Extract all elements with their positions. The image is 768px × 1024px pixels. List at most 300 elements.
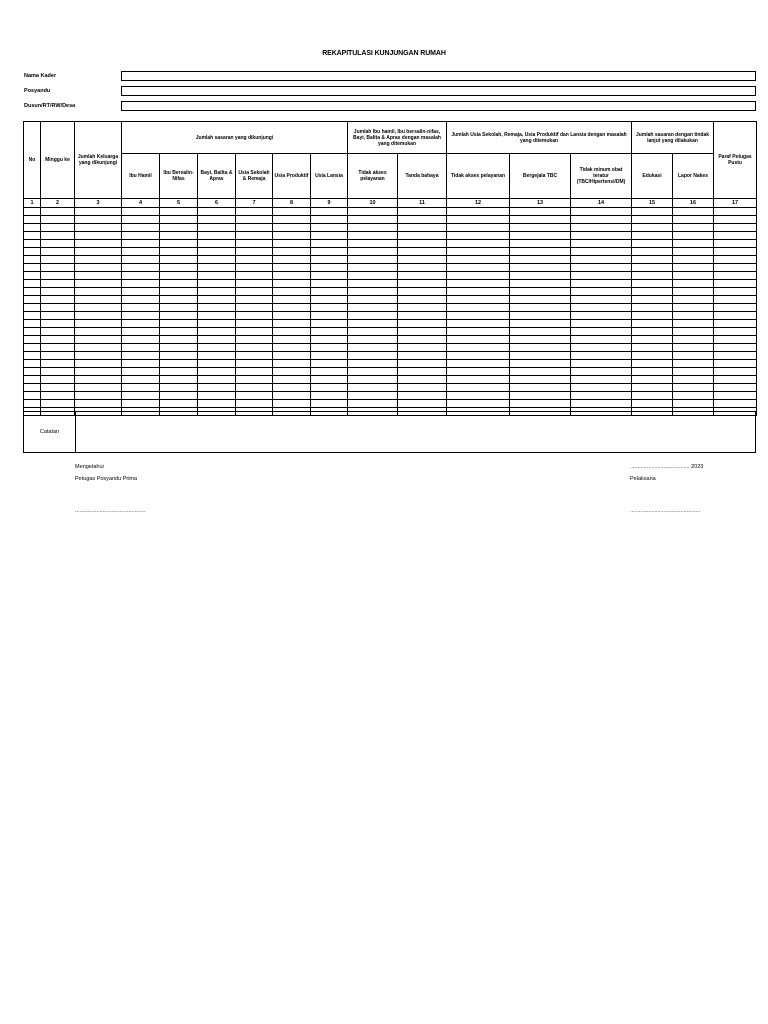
table-cell[interactable]	[24, 224, 41, 232]
table-cell[interactable]	[714, 312, 757, 320]
table-cell[interactable]	[273, 248, 311, 256]
table-cell[interactable]	[198, 352, 236, 360]
table-cell[interactable]	[447, 392, 510, 400]
table-cell[interactable]	[510, 304, 571, 312]
table-cell[interactable]	[447, 208, 510, 216]
table-cell[interactable]	[398, 216, 447, 224]
table-cell[interactable]	[236, 280, 273, 288]
table-cell[interactable]	[510, 376, 571, 384]
table-cell[interactable]	[673, 208, 714, 216]
table-cell[interactable]	[24, 344, 41, 352]
table-cell[interactable]	[75, 344, 122, 352]
table-cell[interactable]	[122, 368, 160, 376]
table-cell[interactable]	[236, 304, 273, 312]
table-cell[interactable]	[41, 312, 75, 320]
table-cell[interactable]	[447, 344, 510, 352]
table-cell[interactable]	[510, 240, 571, 248]
table-cell[interactable]	[311, 272, 348, 280]
table-cell[interactable]	[122, 264, 160, 272]
table-cell[interactable]	[398, 368, 447, 376]
table-cell[interactable]	[236, 328, 273, 336]
table-cell[interactable]	[714, 400, 757, 408]
table-cell[interactable]	[398, 232, 447, 240]
table-cell[interactable]	[398, 272, 447, 280]
table-cell[interactable]	[122, 208, 160, 216]
table-cell[interactable]	[24, 360, 41, 368]
table-cell[interactable]	[714, 280, 757, 288]
table-cell[interactable]	[273, 224, 311, 232]
table-cell[interactable]	[122, 392, 160, 400]
table-cell[interactable]	[311, 384, 348, 392]
table-cell[interactable]	[160, 264, 198, 272]
table-cell[interactable]	[24, 232, 41, 240]
table-cell[interactable]	[348, 320, 398, 328]
table-cell[interactable]	[632, 256, 673, 264]
table-cell[interactable]	[673, 288, 714, 296]
table-cell[interactable]	[348, 256, 398, 264]
table-cell[interactable]	[510, 296, 571, 304]
table-cell[interactable]	[632, 360, 673, 368]
table-cell[interactable]	[311, 216, 348, 224]
table-cell[interactable]	[510, 216, 571, 224]
table-cell[interactable]	[632, 376, 673, 384]
table-cell[interactable]	[348, 296, 398, 304]
table-cell[interactable]	[311, 232, 348, 240]
table-cell[interactable]	[75, 328, 122, 336]
table-cell[interactable]	[632, 288, 673, 296]
table-cell[interactable]	[510, 392, 571, 400]
table-cell[interactable]	[41, 248, 75, 256]
table-cell[interactable]	[510, 312, 571, 320]
table-cell[interactable]	[447, 280, 510, 288]
table-cell[interactable]	[348, 224, 398, 232]
table-cell[interactable]	[160, 376, 198, 384]
table-cell[interactable]	[571, 312, 632, 320]
table-cell[interactable]	[75, 384, 122, 392]
table-cell[interactable]	[673, 360, 714, 368]
table-cell[interactable]	[673, 232, 714, 240]
table-cell[interactable]	[311, 224, 348, 232]
table-cell[interactable]	[311, 344, 348, 352]
table-cell[interactable]	[714, 256, 757, 264]
table-cell[interactable]	[398, 256, 447, 264]
table-cell[interactable]	[41, 344, 75, 352]
table-cell[interactable]	[273, 400, 311, 408]
table-cell[interactable]	[510, 360, 571, 368]
table-cell[interactable]	[236, 320, 273, 328]
table-cell[interactable]	[160, 352, 198, 360]
table-cell[interactable]	[714, 384, 757, 392]
table-cell[interactable]	[198, 360, 236, 368]
table-cell[interactable]	[24, 240, 41, 248]
table-cell[interactable]	[236, 264, 273, 272]
table-cell[interactable]	[398, 208, 447, 216]
table-cell[interactable]	[122, 296, 160, 304]
table-cell[interactable]	[198, 264, 236, 272]
table-cell[interactable]	[510, 320, 571, 328]
table-cell[interactable]	[348, 400, 398, 408]
table-cell[interactable]	[160, 224, 198, 232]
table-cell[interactable]	[714, 304, 757, 312]
table-cell[interactable]	[632, 304, 673, 312]
table-cell[interactable]	[41, 304, 75, 312]
table-cell[interactable]	[273, 272, 311, 280]
table-cell[interactable]	[571, 240, 632, 248]
table-cell[interactable]	[571, 256, 632, 264]
table-cell[interactable]	[714, 232, 757, 240]
table-cell[interactable]	[714, 240, 757, 248]
catatan-box[interactable]	[23, 411, 756, 453]
table-cell[interactable]	[41, 376, 75, 384]
table-cell[interactable]	[236, 392, 273, 400]
table-cell[interactable]	[198, 376, 236, 384]
table-cell[interactable]	[198, 296, 236, 304]
table-cell[interactable]	[160, 392, 198, 400]
table-cell[interactable]	[714, 264, 757, 272]
table-cell[interactable]	[673, 296, 714, 304]
table-cell[interactable]	[673, 320, 714, 328]
table-cell[interactable]	[75, 248, 122, 256]
table-cell[interactable]	[273, 384, 311, 392]
table-cell[interactable]	[160, 208, 198, 216]
table-cell[interactable]	[160, 336, 198, 344]
table-cell[interactable]	[398, 376, 447, 384]
table-cell[interactable]	[41, 216, 75, 224]
table-cell[interactable]	[273, 304, 311, 312]
table-cell[interactable]	[311, 296, 348, 304]
table-cell[interactable]	[714, 208, 757, 216]
table-cell[interactable]	[75, 376, 122, 384]
table-cell[interactable]	[348, 360, 398, 368]
table-cell[interactable]	[398, 320, 447, 328]
table-cell[interactable]	[122, 336, 160, 344]
table-cell[interactable]	[398, 248, 447, 256]
table-cell[interactable]	[348, 280, 398, 288]
table-cell[interactable]	[632, 272, 673, 280]
table-cell[interactable]	[510, 328, 571, 336]
table-cell[interactable]	[24, 304, 41, 312]
table-cell[interactable]	[632, 368, 673, 376]
table-cell[interactable]	[75, 256, 122, 264]
table-cell[interactable]	[311, 264, 348, 272]
table-cell[interactable]	[632, 264, 673, 272]
table-cell[interactable]	[273, 280, 311, 288]
table-cell[interactable]	[160, 328, 198, 336]
table-cell[interactable]	[41, 336, 75, 344]
table-cell[interactable]	[673, 264, 714, 272]
table-cell[interactable]	[348, 384, 398, 392]
table-cell[interactable]	[510, 264, 571, 272]
table-cell[interactable]	[198, 336, 236, 344]
table-cell[interactable]	[273, 352, 311, 360]
table-cell[interactable]	[273, 216, 311, 224]
table-cell[interactable]	[198, 400, 236, 408]
table-cell[interactable]	[236, 368, 273, 376]
table-cell[interactable]	[571, 352, 632, 360]
table-cell[interactable]	[510, 280, 571, 288]
table-cell[interactable]	[24, 368, 41, 376]
table-cell[interactable]	[160, 240, 198, 248]
table-cell[interactable]	[198, 256, 236, 264]
table-cell[interactable]	[571, 336, 632, 344]
table-cell[interactable]	[714, 344, 757, 352]
table-cell[interactable]	[311, 376, 348, 384]
table-cell[interactable]	[311, 312, 348, 320]
table-cell[interactable]	[75, 400, 122, 408]
table-cell[interactable]	[273, 336, 311, 344]
table-cell[interactable]	[236, 344, 273, 352]
table-cell[interactable]	[198, 280, 236, 288]
table-cell[interactable]	[673, 256, 714, 264]
table-cell[interactable]	[198, 248, 236, 256]
table-cell[interactable]	[348, 288, 398, 296]
table-cell[interactable]	[348, 232, 398, 240]
table-cell[interactable]	[571, 288, 632, 296]
table-cell[interactable]	[571, 280, 632, 288]
table-cell[interactable]	[398, 360, 447, 368]
table-cell[interactable]	[41, 328, 75, 336]
table-cell[interactable]	[75, 312, 122, 320]
table-cell[interactable]	[398, 328, 447, 336]
table-cell[interactable]	[236, 256, 273, 264]
table-cell[interactable]	[311, 304, 348, 312]
table-cell[interactable]	[348, 312, 398, 320]
table-cell[interactable]	[632, 352, 673, 360]
table-cell[interactable]	[632, 400, 673, 408]
table-cell[interactable]	[571, 400, 632, 408]
table-cell[interactable]	[510, 384, 571, 392]
table-cell[interactable]	[447, 352, 510, 360]
table-cell[interactable]	[398, 312, 447, 320]
table-cell[interactable]	[447, 304, 510, 312]
table-cell[interactable]	[510, 208, 571, 216]
table-cell[interactable]	[273, 256, 311, 264]
table-cell[interactable]	[632, 392, 673, 400]
table-cell[interactable]	[41, 296, 75, 304]
table-cell[interactable]	[571, 216, 632, 224]
table-cell[interactable]	[24, 384, 41, 392]
table-cell[interactable]	[198, 384, 236, 392]
table-cell[interactable]	[673, 304, 714, 312]
table-cell[interactable]	[714, 328, 757, 336]
table-cell[interactable]	[348, 208, 398, 216]
table-cell[interactable]	[673, 352, 714, 360]
table-cell[interactable]	[75, 352, 122, 360]
table-cell[interactable]	[198, 312, 236, 320]
table-cell[interactable]	[673, 224, 714, 232]
table-cell[interactable]	[160, 232, 198, 240]
table-cell[interactable]	[714, 216, 757, 224]
table-cell[interactable]	[632, 344, 673, 352]
table-cell[interactable]	[160, 304, 198, 312]
table-cell[interactable]	[41, 392, 75, 400]
table-cell[interactable]	[122, 304, 160, 312]
table-cell[interactable]	[673, 376, 714, 384]
table-cell[interactable]	[398, 304, 447, 312]
table-cell[interactable]	[447, 296, 510, 304]
table-cell[interactable]	[41, 280, 75, 288]
table-cell[interactable]	[273, 240, 311, 248]
table-cell[interactable]	[348, 328, 398, 336]
table-cell[interactable]	[311, 368, 348, 376]
table-cell[interactable]	[571, 272, 632, 280]
table-cell[interactable]	[632, 232, 673, 240]
table-cell[interactable]	[673, 248, 714, 256]
table-cell[interactable]	[447, 312, 510, 320]
table-cell[interactable]	[447, 328, 510, 336]
table-cell[interactable]	[198, 392, 236, 400]
table-cell[interactable]	[447, 376, 510, 384]
table-cell[interactable]	[311, 320, 348, 328]
table-cell[interactable]	[510, 368, 571, 376]
table-cell[interactable]	[273, 344, 311, 352]
table-cell[interactable]	[160, 248, 198, 256]
table-cell[interactable]	[632, 296, 673, 304]
table-cell[interactable]	[714, 368, 757, 376]
table-cell[interactable]	[632, 216, 673, 224]
table-cell[interactable]	[673, 272, 714, 280]
table-cell[interactable]	[571, 232, 632, 240]
table-cell[interactable]	[41, 272, 75, 280]
table-cell[interactable]	[510, 344, 571, 352]
table-cell[interactable]	[122, 360, 160, 368]
table-cell[interactable]	[160, 344, 198, 352]
table-cell[interactable]	[24, 248, 41, 256]
table-cell[interactable]	[447, 400, 510, 408]
table-cell[interactable]	[41, 240, 75, 248]
table-cell[interactable]	[348, 376, 398, 384]
table-cell[interactable]	[24, 328, 41, 336]
table-cell[interactable]	[75, 336, 122, 344]
table-cell[interactable]	[75, 368, 122, 376]
table-cell[interactable]	[571, 328, 632, 336]
table-cell[interactable]	[447, 272, 510, 280]
table-cell[interactable]	[41, 360, 75, 368]
table-cell[interactable]	[236, 336, 273, 344]
table-cell[interactable]	[198, 328, 236, 336]
table-cell[interactable]	[714, 224, 757, 232]
table-cell[interactable]	[398, 296, 447, 304]
table-cell[interactable]	[160, 288, 198, 296]
table-cell[interactable]	[348, 304, 398, 312]
table-cell[interactable]	[236, 352, 273, 360]
table-cell[interactable]	[41, 232, 75, 240]
table-cell[interactable]	[311, 256, 348, 264]
table-cell[interactable]	[398, 384, 447, 392]
table-cell[interactable]	[41, 288, 75, 296]
table-cell[interactable]	[24, 272, 41, 280]
table-cell[interactable]	[160, 360, 198, 368]
table-cell[interactable]	[122, 344, 160, 352]
table-cell[interactable]	[236, 376, 273, 384]
table-cell[interactable]	[673, 312, 714, 320]
table-cell[interactable]	[714, 392, 757, 400]
table-cell[interactable]	[236, 384, 273, 392]
table-cell[interactable]	[673, 336, 714, 344]
dusun-input[interactable]	[121, 101, 756, 111]
table-cell[interactable]	[571, 208, 632, 216]
table-cell[interactable]	[236, 288, 273, 296]
table-cell[interactable]	[75, 240, 122, 248]
table-cell[interactable]	[41, 400, 75, 408]
table-cell[interactable]	[236, 224, 273, 232]
table-cell[interactable]	[24, 256, 41, 264]
table-cell[interactable]	[41, 256, 75, 264]
table-cell[interactable]	[236, 296, 273, 304]
table-cell[interactable]	[41, 264, 75, 272]
table-cell[interactable]	[510, 272, 571, 280]
table-cell[interactable]	[632, 312, 673, 320]
table-cell[interactable]	[236, 248, 273, 256]
table-cell[interactable]	[632, 248, 673, 256]
table-cell[interactable]	[24, 336, 41, 344]
table-cell[interactable]	[348, 264, 398, 272]
table-cell[interactable]	[198, 216, 236, 224]
table-cell[interactable]	[75, 304, 122, 312]
table-cell[interactable]	[236, 240, 273, 248]
table-cell[interactable]	[571, 384, 632, 392]
table-cell[interactable]	[75, 272, 122, 280]
table-cell[interactable]	[348, 368, 398, 376]
table-cell[interactable]	[41, 352, 75, 360]
table-cell[interactable]	[311, 288, 348, 296]
table-cell[interactable]	[122, 224, 160, 232]
table-cell[interactable]	[447, 224, 510, 232]
table-cell[interactable]	[24, 312, 41, 320]
table-cell[interactable]	[398, 288, 447, 296]
table-cell[interactable]	[122, 272, 160, 280]
table-cell[interactable]	[122, 352, 160, 360]
table-cell[interactable]	[447, 256, 510, 264]
table-cell[interactable]	[571, 224, 632, 232]
table-cell[interactable]	[571, 320, 632, 328]
table-cell[interactable]	[122, 384, 160, 392]
table-cell[interactable]	[447, 336, 510, 344]
table-cell[interactable]	[160, 216, 198, 224]
table-cell[interactable]	[122, 376, 160, 384]
table-cell[interactable]	[41, 368, 75, 376]
table-cell[interactable]	[632, 240, 673, 248]
table-cell[interactable]	[75, 208, 122, 216]
table-cell[interactable]	[273, 360, 311, 368]
table-cell[interactable]	[273, 312, 311, 320]
table-cell[interactable]	[41, 224, 75, 232]
table-cell[interactable]	[273, 392, 311, 400]
table-cell[interactable]	[198, 288, 236, 296]
table-cell[interactable]	[198, 304, 236, 312]
table-cell[interactable]	[398, 392, 447, 400]
table-cell[interactable]	[24, 296, 41, 304]
table-cell[interactable]	[714, 376, 757, 384]
table-cell[interactable]	[24, 208, 41, 216]
table-cell[interactable]	[398, 224, 447, 232]
table-cell[interactable]	[673, 216, 714, 224]
table-cell[interactable]	[122, 320, 160, 328]
table-cell[interactable]	[398, 240, 447, 248]
nama-kader-input[interactable]	[121, 71, 756, 81]
table-cell[interactable]	[273, 264, 311, 272]
table-cell[interactable]	[160, 400, 198, 408]
posyandu-input[interactable]	[121, 86, 756, 96]
table-cell[interactable]	[510, 232, 571, 240]
table-cell[interactable]	[24, 288, 41, 296]
table-cell[interactable]	[348, 240, 398, 248]
table-cell[interactable]	[273, 208, 311, 216]
table-cell[interactable]	[348, 248, 398, 256]
table-cell[interactable]	[273, 288, 311, 296]
table-cell[interactable]	[24, 400, 41, 408]
table-cell[interactable]	[236, 216, 273, 224]
